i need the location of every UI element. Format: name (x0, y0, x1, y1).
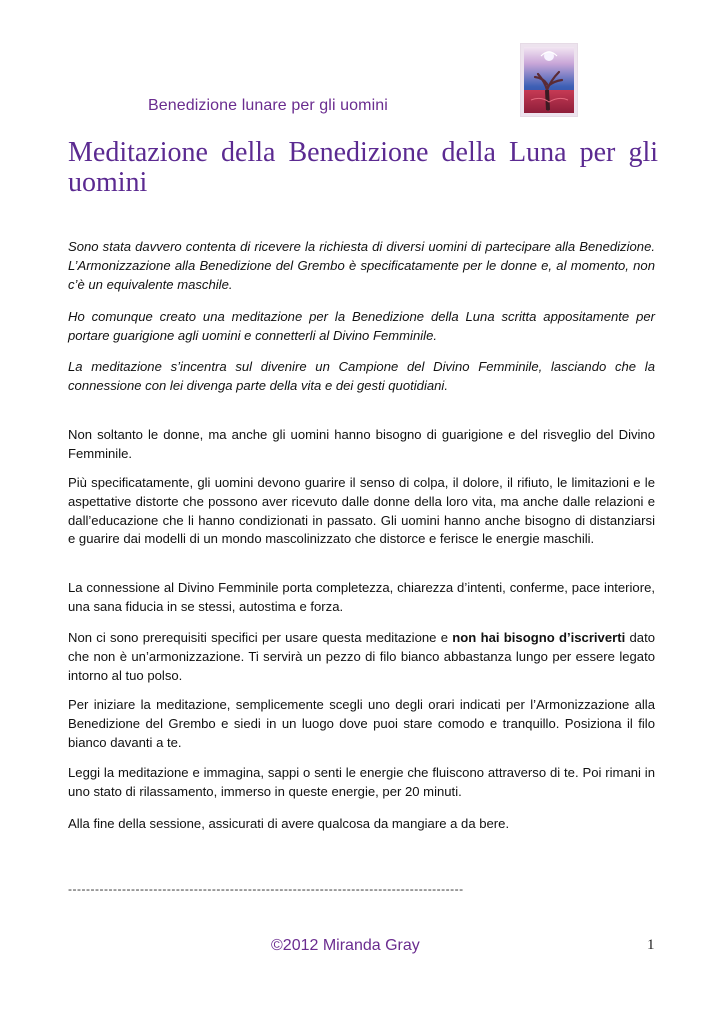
moon-blessing-artwork-image (521, 44, 577, 116)
body-paragraph-7: Alla fine della sessione, assicurati di avere qualcosa da mangiare a da bere. (68, 816, 510, 831)
intro-paragraph-2: Ho comunque creato una meditazione per la Benedizione della Luna scritta appositamente per portare guarigione agli uomini e connetterli al Divino Femminile. (68, 309, 655, 343)
copyright-footer: ©2012 Miranda Gray (271, 937, 420, 954)
body-paragraph-4 (68, 629, 655, 685)
page-number: 1 (647, 937, 655, 953)
body-paragraph-3: La connessione al Divino Femminile porta completezza, chiarezza d’intenti, conferme, pace interiore, una sana fiducia in se stessi, autostima e forza. (68, 580, 655, 614)
body-paragraph-4-text-end: dato che non è un’armonizzazione. Ti servirà un pezzo di filo bianco abbastanza lungo per essere legato intorno al tuo polso. (68, 630, 655, 683)
body-paragraph-2: Più specificatamente, gli uomini devono guarire il senso di colpa, il dolore, il rifiuto, le limitazioni e le aspettative distorte che possono aver ricevuto dalle donne della loro vita, ma anche dalle relazioni e dall’educazione che li hanno condizionati in passato. Gli uomini hanno anche bisogno di distanziarsi e guarire dai modelli di un mondo mascolinizzato che distorce e ferisce le energie maschili. (68, 475, 655, 547)
body-paragraph-1: Non soltanto le donne, ma anche gli uomini hanno bisogno di guarigione e del risveglio del Divino Femminile. (68, 427, 655, 461)
footer-divider: ---------------------------------------------------------------------------------------- (68, 882, 464, 896)
body-paragraph-4-text-start: Non ci sono prerequisiti specifici per usare questa meditazione e (68, 630, 453, 645)
body-paragraph-5: Per iniziare la meditazione, semplicemente scegli uno degli orari indicati per l’Armonizzazione alla Benedizione del Grembo e siedi in un luogo dove puoi stare comodo e tranquillo. Posiziona il filo bianco davanti a te. (68, 697, 655, 750)
document-header-subtitle: Benedizione lunare per gli uomini (148, 97, 388, 114)
body-paragraph-6: Leggi la meditazione e immagina, sappi o senti le energie che fluiscono attraverso di te. Poi rimani in uno stato di rilassamento, immerso in queste energie, per 20 minuti. (68, 765, 655, 799)
page-title: Meditazione della Benedizione della Luna per gli uomini (68, 137, 658, 198)
no-registration-emphasis: non hai bisogno d’iscriverti (452, 630, 626, 645)
intro-paragraph-1: Sono stata davvero contenta di ricevere la richiesta di diversi uomini di partecipare alla Benedizione. L’Armonizzazione alla Benedizione del Grembo è specificatamente per le donne e, al momento, non c’è un equivalente maschile. (68, 239, 655, 292)
intro-paragraph-3: La meditazione s’incentra sul divenire un Campione del Divino Femminile, lasciando che la connessione con lei divenga parte della vita e dei gesti quotidiani. (68, 359, 655, 393)
